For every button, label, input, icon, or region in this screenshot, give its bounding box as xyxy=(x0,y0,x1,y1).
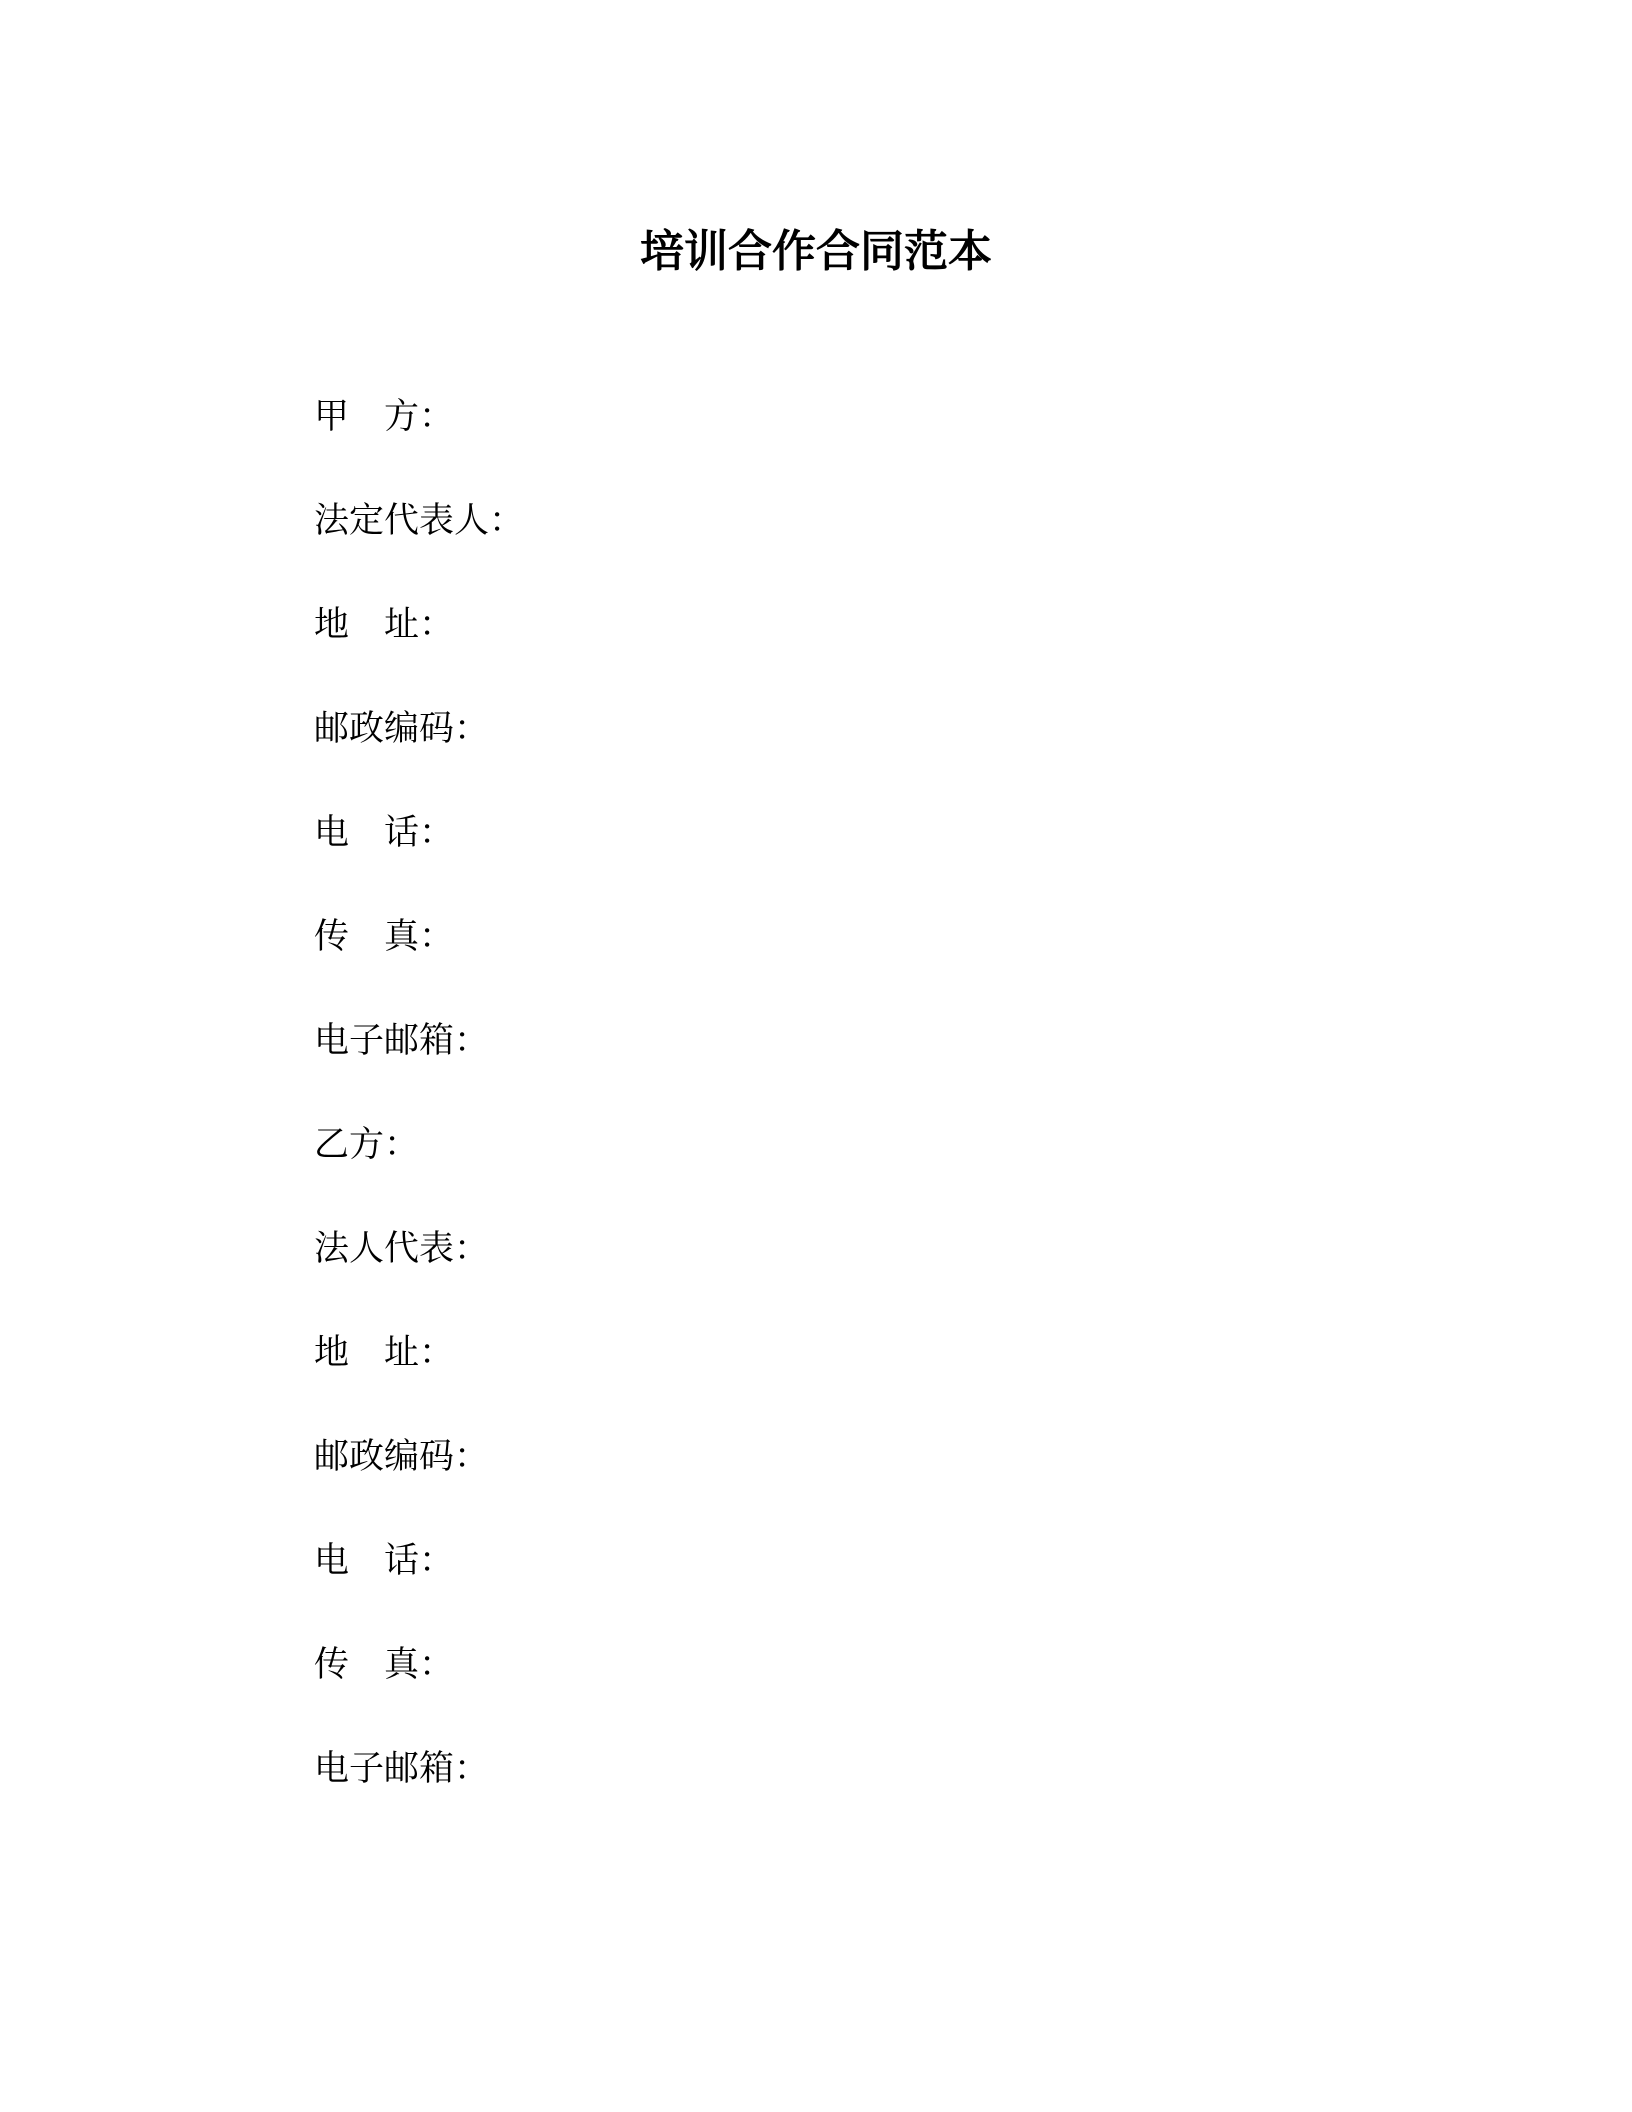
party-b-legal-representative-label: 法人代表： xyxy=(314,1229,490,1269)
party-a-email-label: 电子邮箱： xyxy=(314,1021,490,1061)
party-a-postal-code-label: 邮政编码： xyxy=(314,709,490,749)
party-a-fax-label: 传 真： xyxy=(314,917,455,957)
party-b-address-label: 地 址： xyxy=(314,1333,455,1373)
party-b-phone-label: 电 话： xyxy=(314,1541,455,1581)
party-info-section xyxy=(314,395,1314,1851)
party-a-label: 甲 方： xyxy=(314,397,455,437)
party-b-email-label: 电子邮箱： xyxy=(314,1749,490,1789)
party-a-phone-label: 电 话： xyxy=(314,813,455,853)
party-b-fax-label: 传 真： xyxy=(314,1645,455,1685)
party-a-address-label: 地 址： xyxy=(314,605,455,645)
party-b-postal-code-label: 邮政编码： xyxy=(314,1437,490,1477)
party-b-label: 乙方： xyxy=(314,1125,420,1165)
party-a-legal-representative-label: 法定代表人： xyxy=(314,501,525,541)
document-title: 培训合作合同范本 xyxy=(640,226,992,277)
